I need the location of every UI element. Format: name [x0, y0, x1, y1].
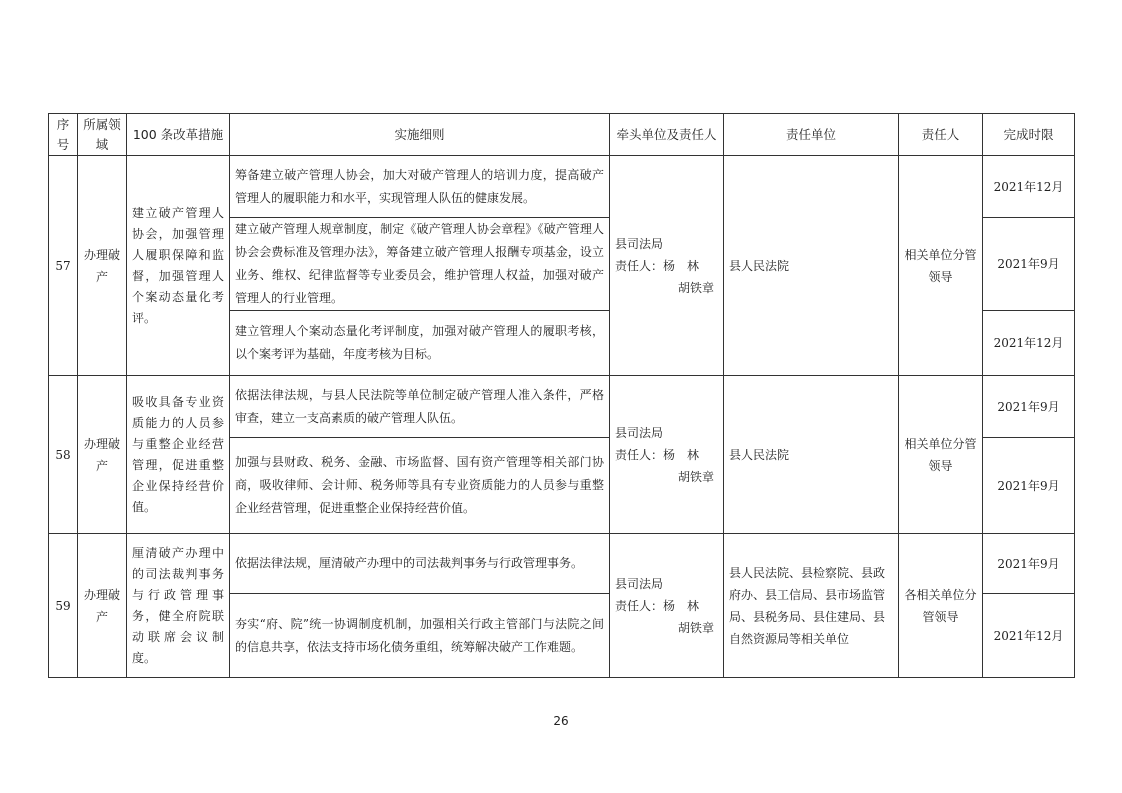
lead-cell: [610, 156, 724, 376]
unit-cell: 县人民法院: [724, 376, 899, 534]
person-cell: 各相关单位分管领导: [899, 534, 983, 678]
table-row: [49, 156, 1075, 218]
header-deadline: 完成时限: [983, 114, 1075, 156]
lead-unit: 县司法局: [615, 576, 664, 591]
deadline-cell: 2021年12月: [983, 311, 1075, 376]
measure-cell: 吸收具备专业资质能力的人员参与重整企业经营管理，促进重整企业保持经营价值。: [127, 376, 230, 534]
table-row: [49, 376, 1075, 438]
deadline-cell: 2021年9月: [983, 534, 1075, 594]
header-lead: 牵头单位及责任人: [610, 114, 724, 156]
detail-cell: 建立破产管理人规章制度，制定《破产管理人协会章程》《破产管理人协会会费标准及管理办法》，筹备建立破产管理人报酬专项基金，设立业务、维权、纪律监督等专业委员会，维护管理人权益，加强对破产管理人的行业管理。: [230, 218, 610, 311]
table-row: [49, 534, 1075, 594]
lead-person-2: 胡铁章: [677, 469, 714, 484]
person-cell: 相关单位分管领导: [899, 156, 983, 376]
detail-cell: 夯实“府、院”统一协调制度机制，加强相关行政主管部门与法院之间的信息共享，依法支持市场化债务重组，统筹解决破产工作难题。: [230, 594, 610, 678]
seq-cell: 58: [49, 376, 78, 534]
measure-cell: 建立破产管理人协会，加强管理人履职保障和监督，加强管理人个案动态量化考评。: [127, 156, 230, 376]
lead-unit: 县司法局: [615, 236, 664, 251]
unit-cell: 县人民法院、县检察院、县政府办、县工信局、县市场监管局、县税务局、县住建局、县自然资源局等相关单位: [724, 534, 899, 678]
deadline-cell: 2021年12月: [983, 594, 1075, 678]
lead-person-2: 胡铁章: [677, 620, 714, 635]
lead-person: 责任人：杨 林: [615, 598, 700, 613]
detail-cell: 依据法律法规，与县人民法院等单位制定破产管理人准入条件，严格审查，建立一支高素质的破产管理人队伍。: [230, 376, 610, 438]
lead-person: 责任人：杨 林: [615, 447, 700, 462]
field-cell: 办理破产: [78, 376, 127, 534]
table-header-row: [49, 114, 1075, 156]
page-number: 26: [553, 714, 569, 728]
measure-cell: 厘清破产办理中的司法裁判事务与行政管理事务，健全府院联动联席会议制度。: [127, 534, 230, 678]
lead-cell: [610, 534, 724, 678]
reform-measures-table: [48, 113, 1075, 678]
header-unit: 责任单位: [724, 114, 899, 156]
header-measure: 100 条改革措施: [127, 114, 230, 156]
detail-cell: 加强与县财政、税务、金融、市场监督、国有资产管理等相关部门协商，吸收律师、会计师、税务师等具有专业资质能力的人员参与重整企业经营管理，促进重整企业保持经营价值。: [230, 438, 610, 534]
lead-person-2: 胡铁章: [677, 280, 714, 295]
field-cell: 办理破产: [78, 534, 127, 678]
deadline-cell: 2021年9月: [983, 376, 1075, 438]
lead-cell: [610, 376, 724, 534]
seq-cell: 59: [49, 534, 78, 678]
deadline-cell: 2021年9月: [983, 438, 1075, 534]
seq-cell: 57: [49, 156, 78, 376]
field-cell: 办理破产: [78, 156, 127, 376]
lead-unit: 县司法局: [615, 425, 664, 440]
detail-cell: 依据法律法规，厘清破产办理中的司法裁判事务与行政管理事务。: [230, 534, 610, 594]
header-seq: 序号: [49, 114, 78, 156]
unit-cell: 县人民法院: [724, 156, 899, 376]
deadline-cell: 2021年9月: [983, 218, 1075, 311]
header-detail: 实施细则: [230, 114, 610, 156]
header-person: 责任人: [899, 114, 983, 156]
lead-person: 责任人：杨 林: [615, 258, 700, 273]
deadline-cell: 2021年12月: [983, 156, 1075, 218]
detail-cell: 筹备建立破产管理人协会，加大对破产管理人的培训力度，提高破产管理人的履职能力和水平，实现管理人队伍的健康发展。: [230, 156, 610, 218]
header-field: 所属领域: [78, 114, 127, 156]
detail-cell: 建立管理人个案动态量化考评制度，加强对破产管理人的履职考核，以个案考评为基础，年度考核为目标。: [230, 311, 610, 376]
person-cell: 相关单位分管领导: [899, 376, 983, 534]
